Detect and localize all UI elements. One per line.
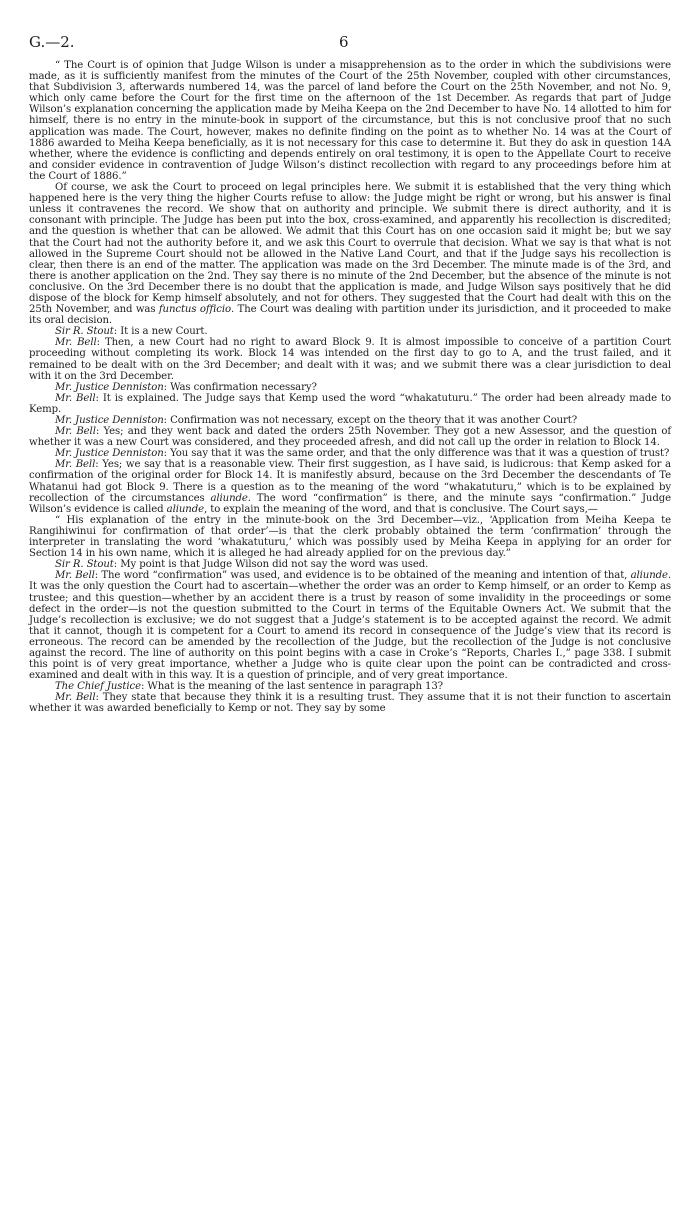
quoted-paragraph: “ His explanation of the entry in the minute-book on the 3rd December—viz., ‘Application from Meiha Keepa te Rangihiwinui for confirmation of that order’—is that the clerk probably obtained the term ‘confirmation’ through the interpreter in translating the word ‘whakatuturu,’ which was possibly used by Meiha Keepa in applying for an order for Section 14 in his own name, which it is alleged he had already applied for on the previous day.” [29, 514, 671, 560]
speech-paragraph: Mr. Bell: It is explained. The Judge says that Kemp used the word “whakatuturu.” The order had been already made to Kemp. [29, 392, 671, 415]
speaker-name: Sir R. Stout [55, 326, 114, 338]
speaker-name: Mr. Justice Denniston [55, 448, 164, 460]
speech-paragraph: Sir R. Stout: It is a new Court. [55, 326, 208, 338]
speaker-name: Mr. Bell [55, 692, 96, 704]
speaker-name: Mr. Bell [55, 570, 95, 582]
speaker-name: Mr. Bell [55, 459, 96, 471]
speaker-name: The Chief Justice [55, 681, 141, 693]
speech-paragraph: Mr. Bell: The word “confirmation” was used, and evidence is to be obtained of the meaning and intention of that, aliunde. It was the only question the Court had to ascertain—whether the order was an order to Kemp himself, or an order to Kemp as trustee; and this question—whether by an accident there is a trust by reason of some invalidity in the proceedings or some defect in the order—is not the question submitted to the Court in terms of the Equitable Owners Act. We submit that the Judge’s recollection is exclusive; we do not suggest that a Judge’s statement is to be accepted against the record. We admit that it cannot, though it is competent for a Court to amend its record in consequence of the Judge’s view that its record is erroneous. The record can be amended by the recollection of the Judge, but the recollection of the Judge is not conclusive against the record. The line of authority on this point begins with a case in Croke’s “Reports, Charles I.,” page 338. I submit this point is of very great importance, whether a Judge who is quite clear upon the point can be contradicted and cross-examined and dealt with in this way. It is a question of principle, and of very great importance. [29, 570, 672, 682]
speaker-name: Mr. Bell [55, 392, 96, 404]
speech-paragraph: Mr. Bell: Yes; we say that is a reasonable view. Their first suggestion, as I have said, is ludicrous: that Kemp asked for a confirmation of the original order for Block 14. It is manifestly absurd, because on the 3rd December the descendants of Te Whatanui had got Block 9. There is a question as to the meaning of the word “whakatuturu,” which is to be explained by recollection of the circumstances aliunde. The word “confirmation” is there, and the minute says “confirmation.” Judge Wilson’s evidence is called aliunde, to explain the meaning of the word, and that is conclusive. The Court says,— [29, 459, 671, 515]
speech-paragraph: Mr. Bell: Then, a new Court had no right to award Block 9. It is almost impossible to conceive of a partition Court proceeding without completing its work. Block 14 was intended on the first day to go to A, and the trust failed, and it remained to be dealt with on the 3rd December; and dealt with it was; and we submit there was a clear jurisdiction to deal with it on the 3rd December. [29, 337, 671, 382]
speech-paragraph: Mr. Bell: They state that because they think it is a resulting trust. They assume that it is not their function to ascertain whether it was awarded beneficially to Kemp or not. They say by some [29, 692, 671, 715]
document-reference: G.—2. [29, 33, 75, 51]
speech-paragraph: Mr. Bell: Yes; and they went back and dated the orders 25th November. They got a new Assessor, and the question of whether it was a new Court was considered, and they proceeded afresh, and did not call up the order in relation to Block 14. [29, 426, 671, 449]
speaker-name: Mr. Justice Denniston [55, 415, 164, 426]
document-body [29, 60, 671, 715]
speech-paragraph: The Chief Justice: What is the meaning of the last sentence in paragraph 13? [55, 681, 443, 693]
body-paragraph: Of course, we ask the Court to proceed on legal principles here. We submit it is established that the very thing which happened here is the very thing the higher Courts refuse to allow: the Judge might be right or wrong, but his answer is final unless it contravenes the record. We show that on authority and principle. We submit there is direct authority, and it is consonant with principle. The Judge has been put into the box, cross-examined, and apparently his recollection is discredited; and the question is whether that can be allowed. We admit that this Court has on one occasion said it might be; but we say that the Court had not the authority before it, and we ask this Court to overrule that decision. What we say is that what is not allowed in the Supreme Court should not be allowed in the Native Land Court, and that if the Judge says his recollection is clear, then there is an end of the matter. The application was made on the 3rd December. The minute made is of the 3rd, and there is another application on the 2nd. They say there is no minute of the 2nd December, but the absence of the minute is not conclusive. On the 3rd December there is no doubt that the application is made, and Judge Wilson says positively that he did dispose of the block for Kemp himself absolutely, and not for others. They suggested that the Court had dealt with this on the 25th November, and was functus officio. The Court was dealing with partition under its jurisdiction, and it proceeded to make its oral decision. [29, 182, 671, 327]
quoted-paragraph: “ The Court is of opinion that Judge Wilson is under a misapprehension as to the order in which the subdivisions were made, as it is sufficiently manifest from the minutes of the Court of the 25th November, coupled with other circumstances, that Subdivision 3, afterwards numbered 14, was the parcel of land before the Court on the 25th November, and not No. 9, which only came before the Court for the first time on the afternoon of the 1st December. As regards that part of Judge Wilson’s explanation concerning the application made by Meiha Keepa on the 2nd December to have No. 14 allotted to him for himself, there is no entry in the minute-book in support of the circumstance, but this is not conclusive proof that no such application was made. The Court, however, makes no definite finding on the point as to whether No. 14 was at the Court of 1886 awarded to Meiha Keepa beneficially, as it is not necessary for this case to determine it. But they do ask in question 14A whether, where the evidence is conflicting and depends entirely on oral testimony, it is open to the Appellate Court to receive and consider evidence in contravention of Judge Wilson’s distinct recollection with regard to any proceedings before him at the Court of 1886.” [29, 60, 671, 182]
speech-paragraph: Mr. Justice Denniston: Confirmation was not necessary, except on the theory that it was another Court? [55, 415, 578, 426]
speech-paragraph: Sir R. Stout: My point is that Judge Wilson did not say the word was used. [55, 559, 429, 571]
speaker-name: Sir R. Stout [55, 559, 114, 571]
speech-paragraph: Mr. Justice Denniston: Was confirmation necessary? [55, 381, 317, 393]
speech-paragraph: Mr. Justice Denniston: You say that it was the same order, and that the only difference was that it was a question of trust? [55, 448, 670, 460]
speaker-name: Mr. Justice Denniston [55, 381, 164, 393]
speaker-name: Mr. Bell [55, 337, 97, 349]
page-number: 6 [339, 33, 349, 51]
speaker-name: Mr. Bell [55, 426, 96, 438]
page-header [29, 34, 671, 60]
